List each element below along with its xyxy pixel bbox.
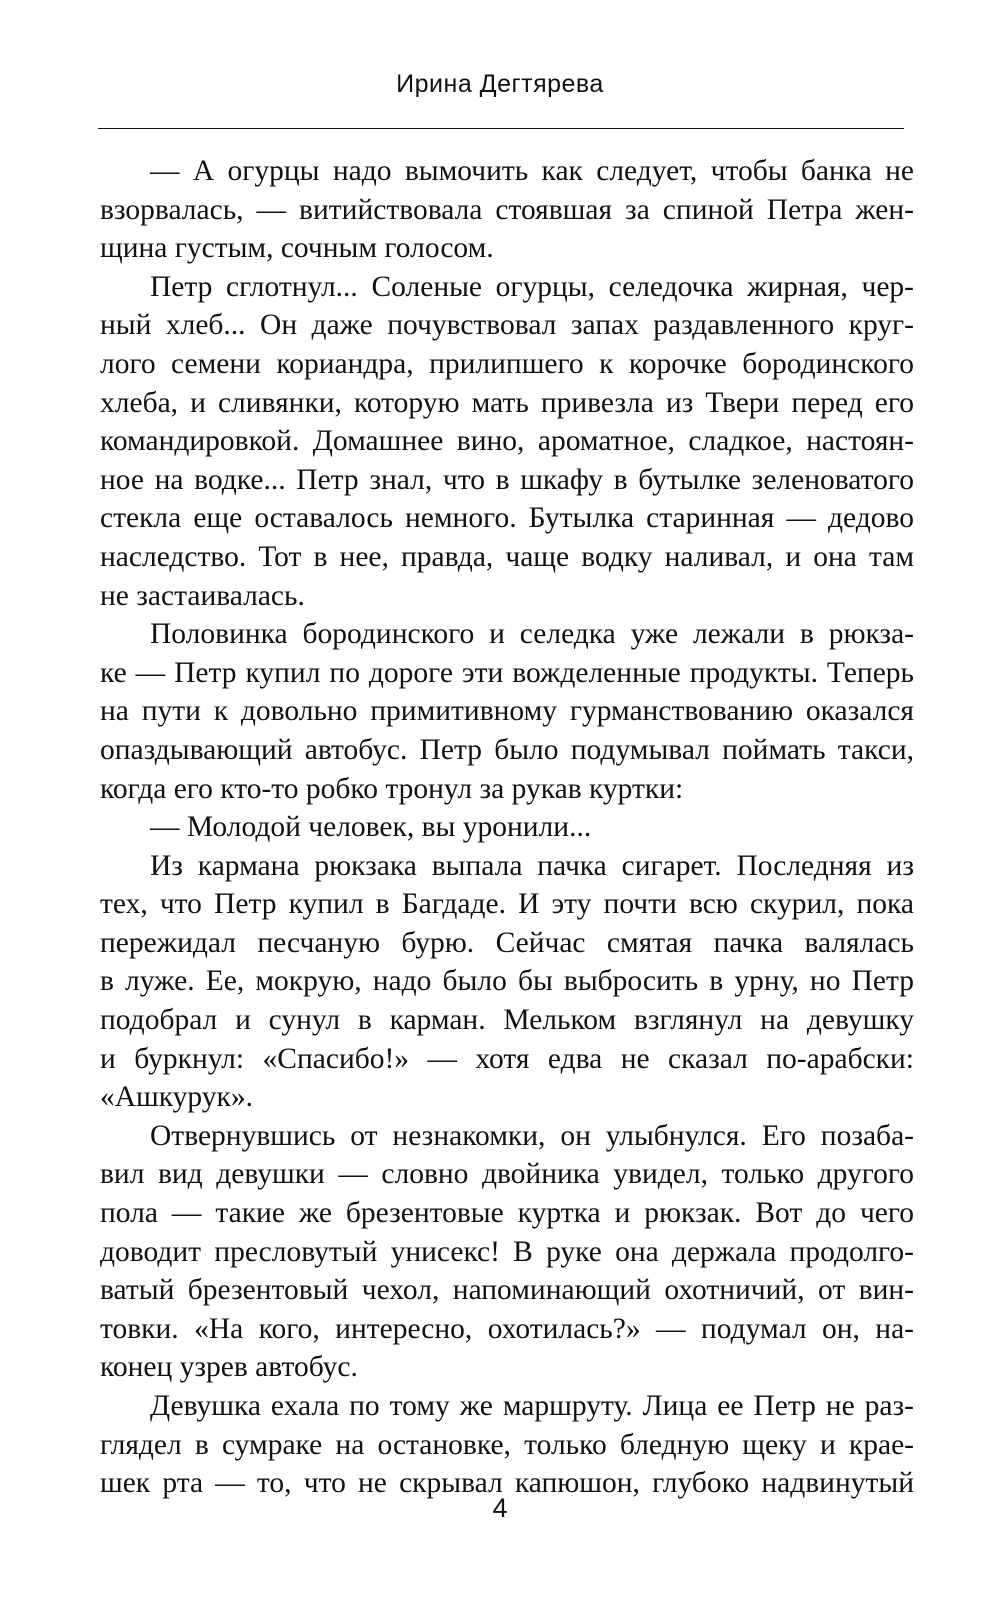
text-line: ный хлеб... Он даже почувствовал запах раздавленного круг- (100, 309, 914, 342)
paragraph (100, 152, 914, 268)
body-text (100, 152, 914, 1503)
text-line: наследство. Тот в нее, правда, чаще водку наливал, и она там (100, 540, 914, 573)
text-line: ватый брезентовый чехол, напоминающий охотничий, от вин- (100, 1274, 914, 1307)
paragraph (100, 268, 914, 615)
text-line: подобрал и сунул в карман. Мельком взглянул на девушку (100, 1004, 914, 1037)
text-line: взорвалась, — витийствовала стоявшая за спиной Петра жен- (100, 193, 914, 226)
text-line: щина густым, сочным голосом. (100, 232, 494, 265)
text-line: вил вид девушки — словно двойника увидел, только другого (100, 1158, 914, 1191)
text-line: в луже. Ее, мокрую, надо было бы выбросить в урну, но Петр (100, 965, 914, 998)
text-line: когда его кто-то робко тронул за рукав куртки: (100, 772, 684, 805)
text-line: на пути к довольно примитивному гурманствованию оказался (100, 695, 914, 728)
text-line: ке — Петр купил по дороге эти вожделенные продукты. Теперь (100, 656, 914, 689)
text-line: хлеба, и сливянки, которую мать привезла из Твери перед его (100, 386, 914, 419)
text-line: глядел в сумраке на остановке, только бледную щеку и крае- (100, 1428, 914, 1461)
paragraph (100, 808, 914, 847)
text-line: ное на водке... Петр знал, что в шкафу в бутылке зеленоватого (100, 463, 914, 496)
text-line: опаздывающий автобус. Петр было подумывал поймать такси, (100, 733, 914, 766)
text-line: Петр сглотнул... Соленые огурцы, селедочка жирная, чер- (150, 270, 914, 303)
text-line: Девушка ехала по тому же маршруту. Лица ее Петр не раз- (150, 1390, 914, 1422)
paragraph (100, 615, 914, 808)
text-line: пола — такие же брезентовые куртка и рюкзак. Вот до чего (100, 1197, 914, 1230)
text-line: Отвернувшись от незнакомки, он улыбнулся. Его позаба- (150, 1119, 914, 1152)
text-line: — Молодой человек, вы уронили... (150, 811, 592, 844)
text-line: «Ашкурук». (100, 1081, 254, 1114)
text-line: лого семени кориандра, прилипшего к корочке бородинского (100, 347, 914, 380)
paragraph (100, 847, 914, 1117)
text-line: конец узрев автобус. (100, 1351, 358, 1384)
text-line: Половинка бородинского и селедка уже лежали в рюкза- (150, 618, 914, 651)
text-line: не застаивалась. (100, 579, 305, 612)
text-line: товки. «На кого, интересно, охотилась?» — подумал он, на- (100, 1312, 914, 1345)
text-line: — А огурцы надо вымочить как следует, чтобы банка не (150, 155, 914, 187)
paragraph (100, 1387, 914, 1503)
paragraph (100, 1117, 914, 1387)
text-line: шек рта — то, что не скрывал капюшон, глубоко надвинутый (100, 1467, 914, 1500)
text-line: стекла еще оставалось немного. Бутылка старинная — дедово (100, 502, 914, 535)
running-head-author: Ирина Дегтярева (396, 70, 604, 98)
text-line: и буркнул: «Спасибо!» — хотя едва не сказал по-арабски: (100, 1042, 914, 1075)
text-line: Из кармана рюкзака выпала пачка сигарет. Последняя из (150, 849, 914, 882)
text-line: тех, что Петр купил в Багдаде. И эту почти всю скурил, пока (100, 888, 914, 921)
text-line: командировкой. Домашнее вино, ароматное, сладкое, настоян- (100, 425, 914, 458)
page-number: 4 (492, 1493, 508, 1523)
header-rule (98, 128, 904, 129)
text-line: пережидал песчаную бурю. Сейчас смятая пачка валялась (100, 926, 914, 959)
text-line: доводит пресловутый унисекс! В руке она держала продолго- (100, 1235, 914, 1268)
